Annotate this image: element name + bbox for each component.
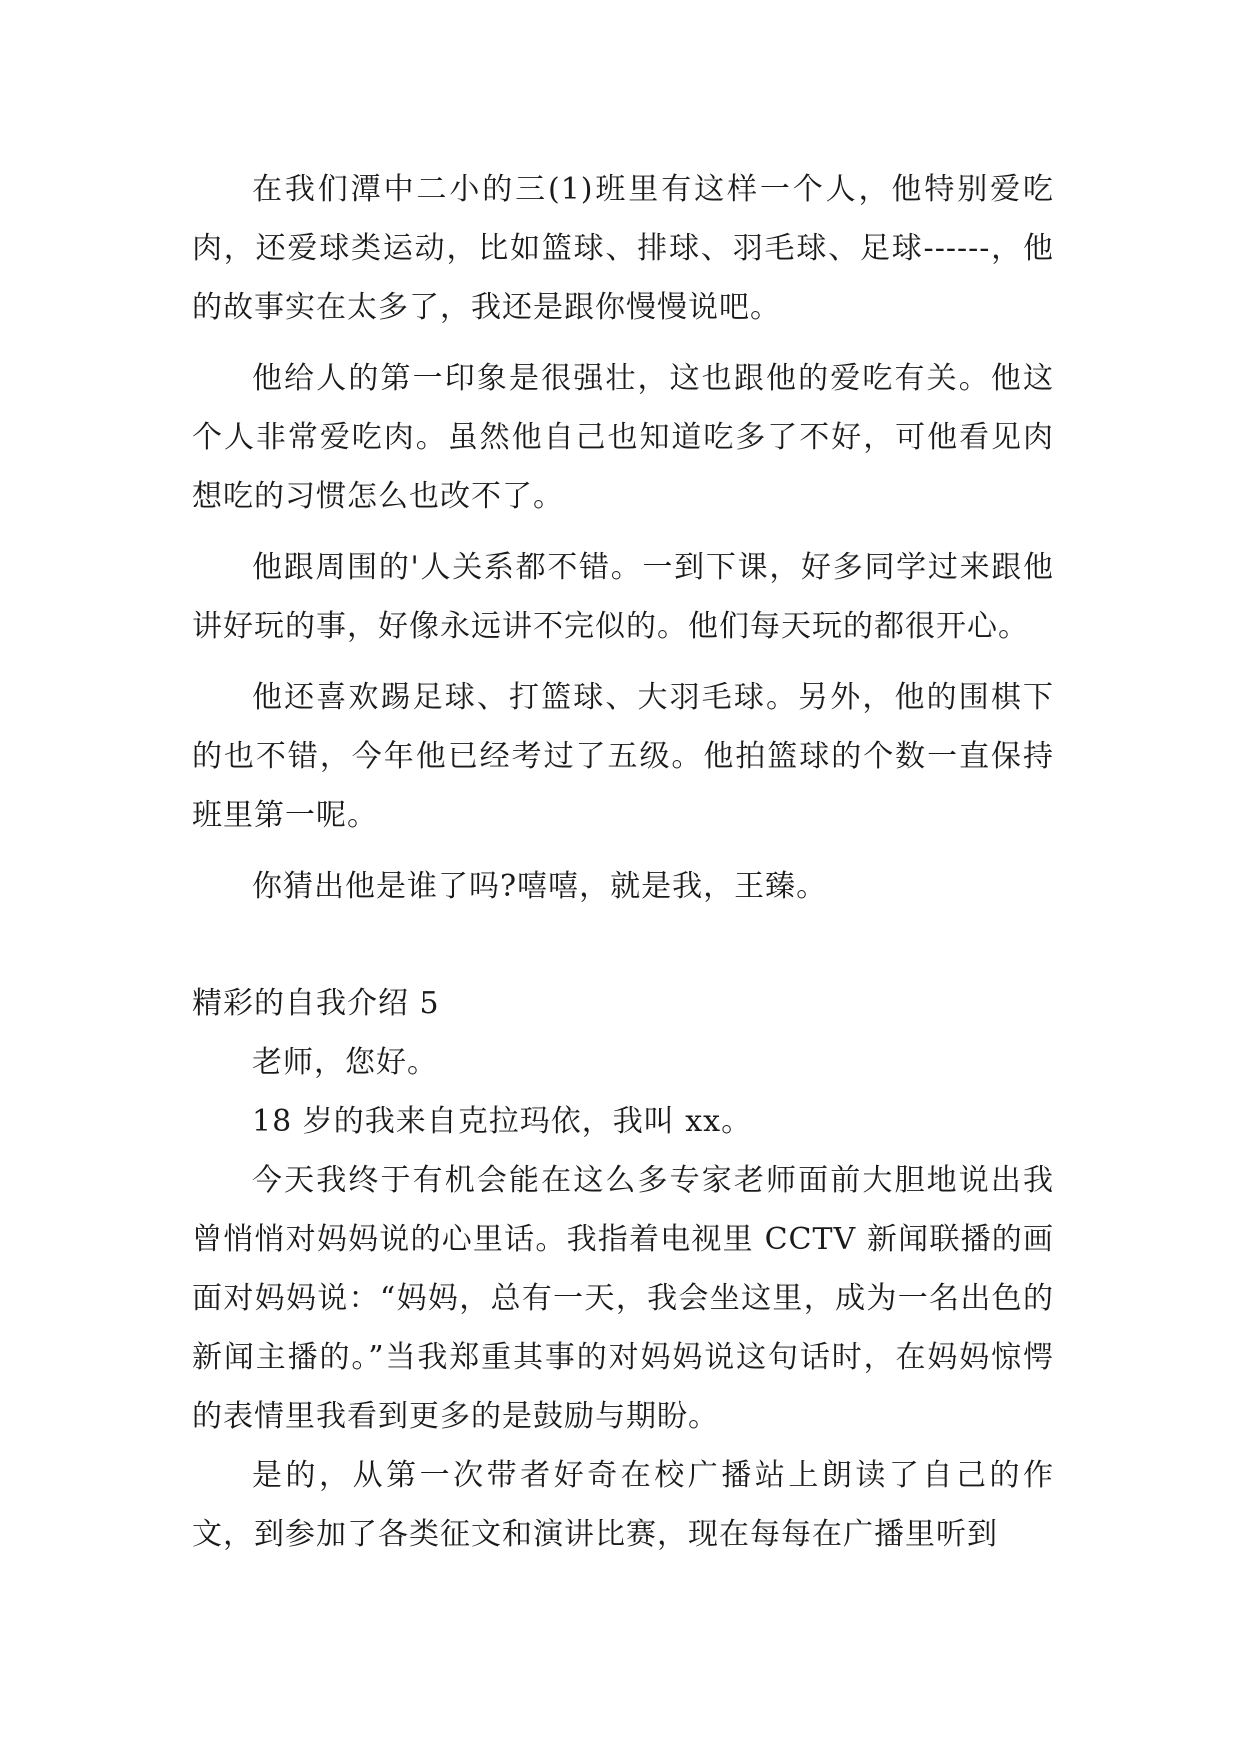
paragraph: 你猜出他是谁了吗?嘻嘻，就是我，王臻。 — [252, 869, 828, 904]
paragraph: 18 岁的我来自克拉玛依，我叫 xx。 — [252, 1104, 753, 1139]
paragraph: 今天我终于有机会能在这么多专家老师面前大胆地说出我曾悄悄对妈妈说的心里话。我指着电视里 CCTV 新闻联播的画面对妈妈说：“妈妈，总有一天，我会坐这里，成为一名出色的新闻主播的。”当我郑重其事的对妈妈说这句话时，在妈妈惊愕的表情里我看到更多的是鼓励与期盼。 — [192, 1163, 1054, 1434]
paragraph: 他给人的第一印象是很强壮，这也跟他的爱吃有关。他这个人非常爱吃肉。虽然他自己也知道吃多了不好，可他看见肉想吃的习惯怎么也改不了。 — [192, 361, 1054, 514]
essay-section-1 — [192, 160, 1054, 916]
paragraph: 是的，从第一次带者好奇在校广播站上朗读了自己的作文，到参加了各类征文和演讲比赛，现在每每在广播里听到 — [192, 1458, 1054, 1552]
essay-section-2 — [192, 974, 1054, 1564]
paragraph: 他跟周围的'人关系都不错。一到下课，好多同学过来跟他讲好玩的事，好像永远讲不完似的。他们每天玩的都很开心。 — [192, 550, 1054, 644]
paragraph: 老师，您好。 — [252, 1045, 438, 1080]
paragraph: 在我们潭中二小的三(1)班里有这样一个人，他特别爱吃肉，还爱球类运动，比如篮球、排球、羽毛球、足球------，他的故事实在太多了，我还是跟你慢慢说吧。 — [192, 172, 1054, 325]
paragraph: 他还喜欢踢足球、打篮球、大羽毛球。另外，他的围棋下的也不错，今年他已经考过了五级。他拍篮球的个数一直保持班里第一呢。 — [192, 680, 1054, 833]
section-title: 精彩的自我介绍 5 — [192, 986, 440, 1021]
document-page — [192, 160, 1054, 1564]
